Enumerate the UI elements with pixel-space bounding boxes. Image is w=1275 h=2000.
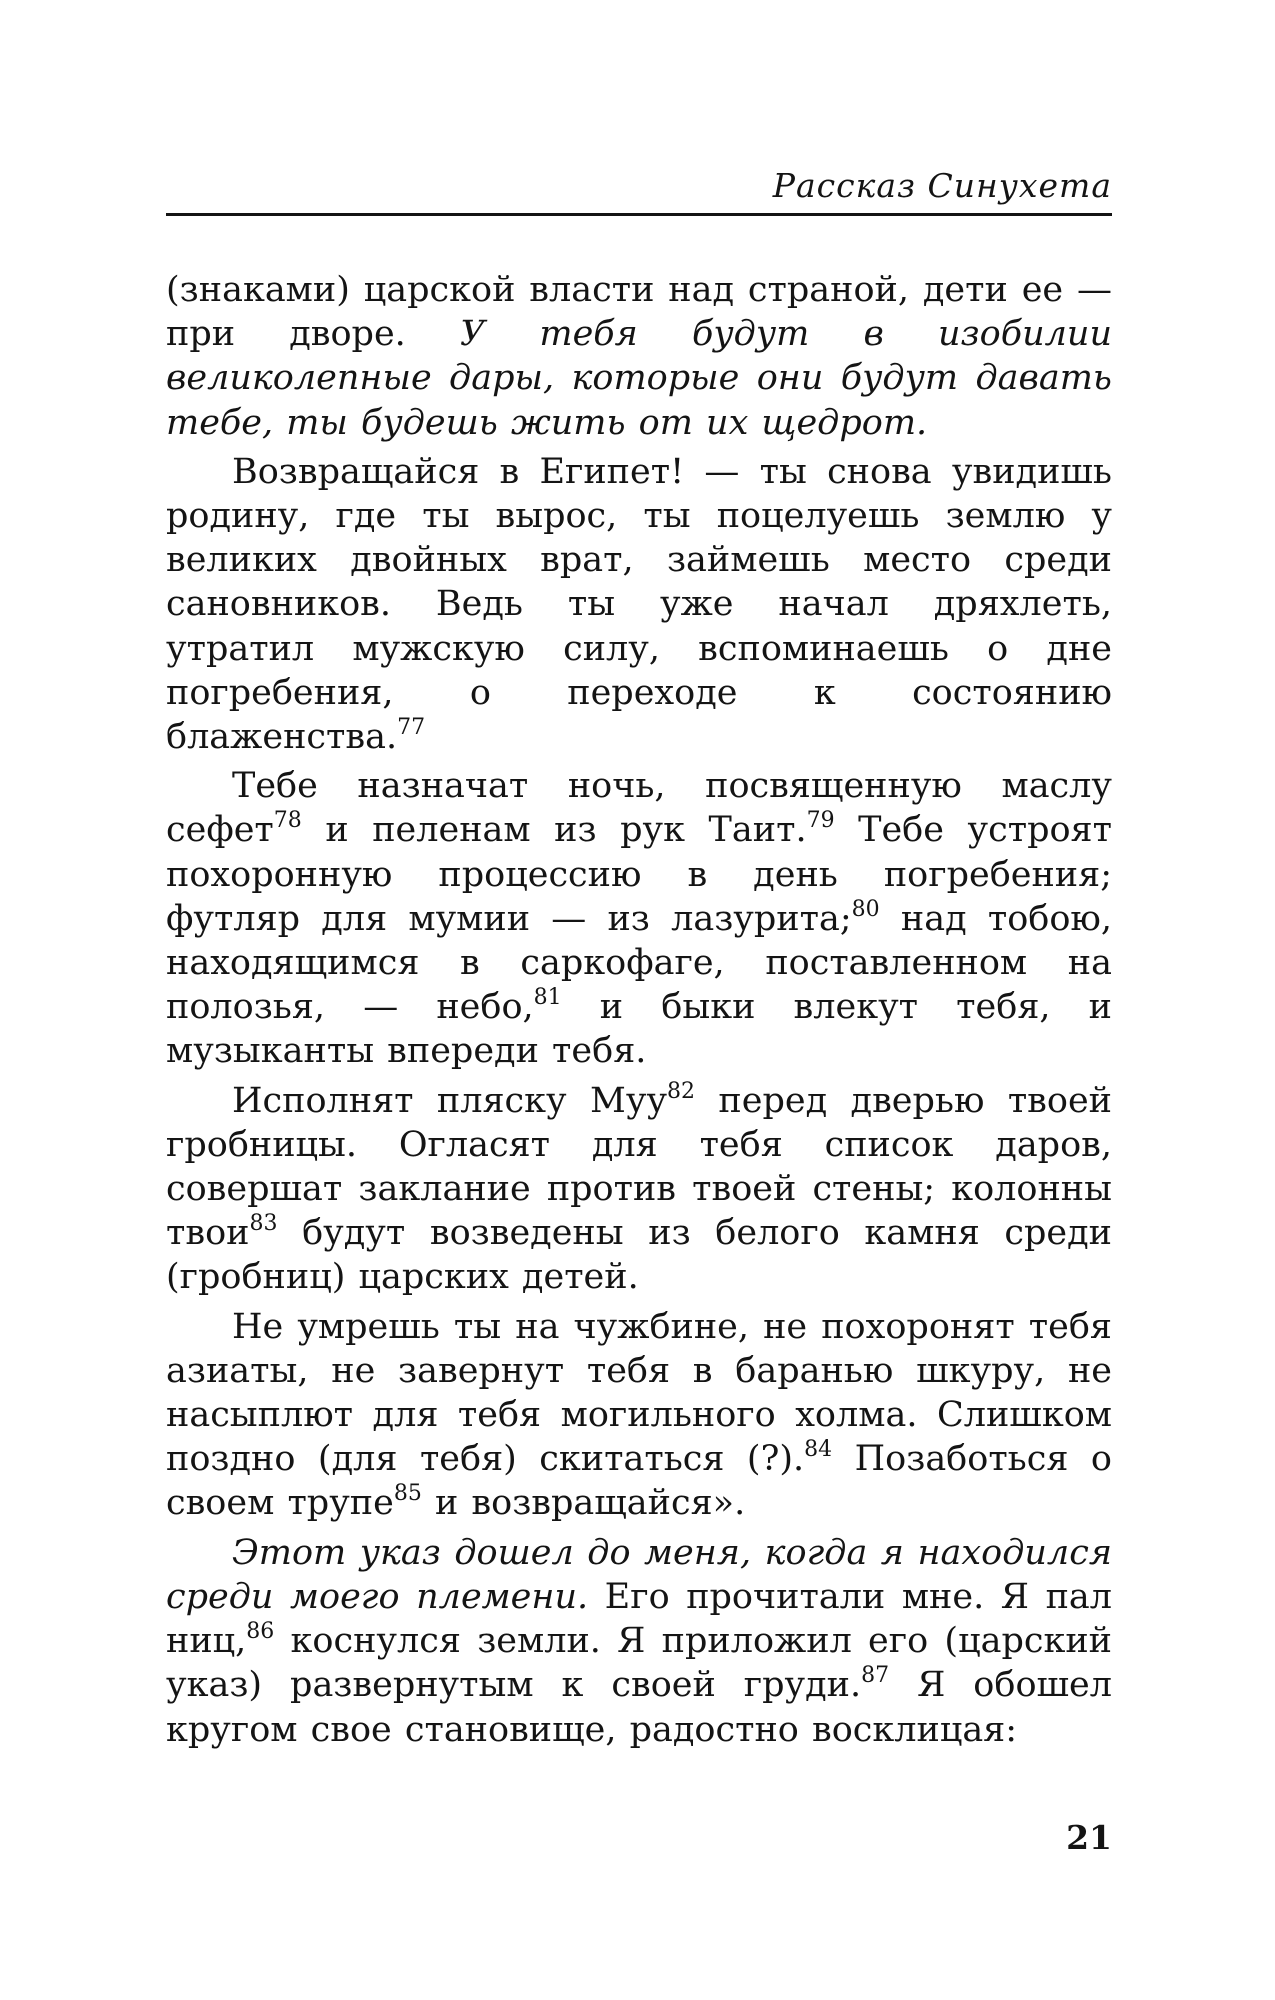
- text-span: Его прочитали мне. Я пал ниц,: [166, 1576, 1113, 1662]
- paragraph: [166, 268, 1112, 445]
- text-span: Я обошел кругом свое становище, радостно восклицая:: [166, 1665, 1112, 1750]
- footnote-ref-81[interactable]: 81: [533, 985, 562, 1011]
- running-head: Рассказ Синухета: [772, 166, 1112, 205]
- italic-text-span: У тебя будут в изобилии великолепные дары, которые они будут давать тебе, ты будешь жить от их щедрот.: [166, 314, 1112, 443]
- text-span: Тебе назначат ночь, посвященную маслу сефет: [166, 766, 1112, 851]
- footnote-ref-87[interactable]: 87: [861, 1663, 890, 1689]
- text-span: Не умрешь ты на чужбине, не похоронят тебя азиаты, не завернут тебя в баранью шкуру, не насыплют для тебя могильного холма. Слишком поздно (для тебя) скитаться (?).: [166, 1306, 1112, 1480]
- footnote-ref-85[interactable]: 85: [393, 1481, 422, 1507]
- paragraph: [166, 764, 1112, 1073]
- text-span: над тобою, находящимся в саркофаге, поставленном на полозья, — небо,: [166, 898, 1113, 1028]
- footnote-ref-84[interactable]: 84: [804, 1437, 833, 1463]
- text-span: Тебе устроят похоронную процессию в день погребения; футляр для мумии — из лазурита;: [166, 810, 1112, 939]
- footnote-ref-78[interactable]: 78: [273, 808, 302, 834]
- paragraph: [166, 450, 1112, 759]
- footnote-ref-82[interactable]: 82: [667, 1078, 696, 1104]
- text-span: перед дверью твоей гробницы. Огласят для тебя список даров, совершат заклание против твоей стены; колонны твои: [166, 1080, 1112, 1254]
- text-span: Позаботься о своем трупе: [166, 1439, 1112, 1524]
- text-span: и пеленам из рук Таит.: [301, 810, 807, 851]
- header-rule: [166, 213, 1112, 216]
- paragraph: [166, 1305, 1112, 1526]
- paragraph: [166, 1531, 1112, 1752]
- text-span: будут возведены из белого камня среди (гробниц) царских детей.: [166, 1213, 1112, 1298]
- footnote-ref-77[interactable]: 77: [397, 715, 426, 741]
- footnote-ref-83[interactable]: 83: [249, 1211, 278, 1237]
- footnote-ref-79[interactable]: 79: [806, 808, 835, 834]
- text-span: коснулся земли. Я приложил его (царский указ) развернутым к своей груди.: [166, 1621, 1112, 1706]
- page-number: 21: [1066, 1818, 1112, 1857]
- text-span: Исполнят пляску Муу: [232, 1080, 668, 1121]
- text-span: Возвращайся в Египет! — ты снова увидишь родину, где ты вырос, ты поцелуешь землю у великих двойных врат, займешь место среди сановников. Ведь ты уже начал дряхлеть, утратил мужскую силу, вспоминаешь о дне погребения, о переходе к состоянию блаженства.: [166, 451, 1112, 758]
- text-span: и быки влекут тебя, и музыканты впереди тебя.: [166, 987, 1112, 1072]
- footnote-ref-86[interactable]: 86: [246, 1619, 275, 1645]
- body-text: [166, 268, 1112, 1757]
- italic-text-span: Этот указ дошел до меня, когда я находился среди моего племени.: [166, 1532, 1112, 1617]
- text-span: и возвращайся».: [421, 1483, 746, 1524]
- paragraph: [166, 1079, 1112, 1300]
- footnote-ref-80[interactable]: 80: [851, 896, 880, 922]
- text-span: (знаками) царской власти над страной, дети ее — при дворе.: [166, 270, 1112, 355]
